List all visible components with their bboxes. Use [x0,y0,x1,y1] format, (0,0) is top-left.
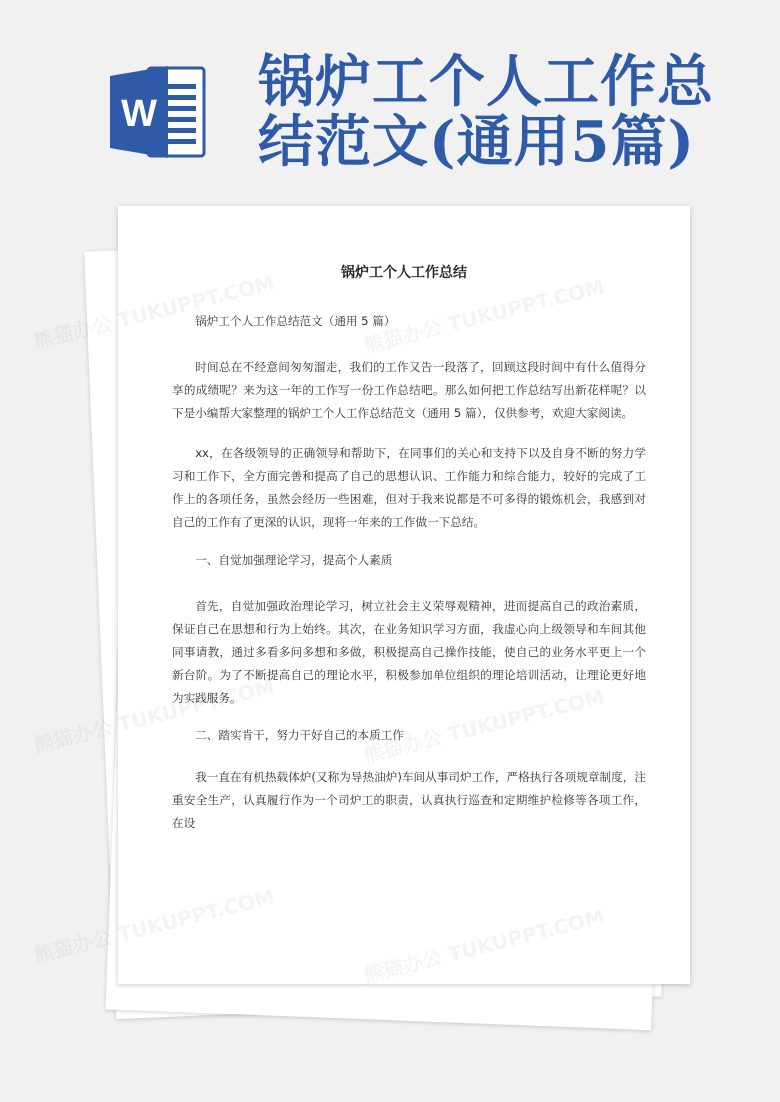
document-section-heading: 一、自觉加强理论学习，提高个人素质 [195,553,393,567]
banner-title-line-1: 锅炉工个人工作总 [258,49,714,115]
document-paragraph: 我一直在有机热载体炉(又称为导热油炉)车间从事司炉工作，严格执行各项规章制度，注重安全生产，认真履行作为一个司炉工的职责，认真执行巡查和定期维护检修等各项工作，在设 [172,770,646,830]
banner-title [258,49,758,175]
document-paragraph: xx，在各级领导的正确领导和帮助下，在同事们的关心和支持下以及自身不断的努力学习和工作下，全方面完善和提高了自己的思想认识、工作能力和综合能力，较好的完成了工作上的各项任务，虽然会经历一些困难，但对于我来说都是不可多得的锻炼机会，我感到对自己的工作有了更深的认识，现将一年来的工作做一下总结。 [172,446,646,529]
svg-text:W: W [121,93,157,135]
document-paragraph: 锅炉工个人工作总结范文（通用 5 篇） [195,314,396,328]
word-logo-icon [108,62,208,162]
document-paragraph: 时间总在不经意间匆匆溜走，我们的工作又告一段落了，回顾这段时间中有什么值得分享的成绩呢？来为这一年的工作写一份工作总结吧。那么如何把工作总结写出新花样呢？以下是小编帮大家整理的锅炉工个人工作总结范文（通用 5 篇），仅供参考，欢迎大家阅读。 [172,360,646,420]
document-page [118,206,690,984]
document-section-heading: 二、踏实肯干，努力干好自己的本质工作 [195,728,404,742]
document-title: 锅炉工个人工作总结 [341,265,467,281]
document-paragraph: 首先，自觉加强政治理论学习，树立社会主义荣辱观精神，进而提高自己的政治素质，保证自己在思想和行为上始终。其次，在业务知识学习方面，我虚心向上级领导和车间其他同事请教，通过多看多问多想和多做，积极提高自己操作技能，使自己的业务水平更上一个新台阶。为了不断提高自己的理论水平，积极参加单位组织的理论培训活动，让理论更好地为实践服务。 [172,599,646,705]
banner-title-line-2: 结范文(通用5篇) [258,109,695,175]
